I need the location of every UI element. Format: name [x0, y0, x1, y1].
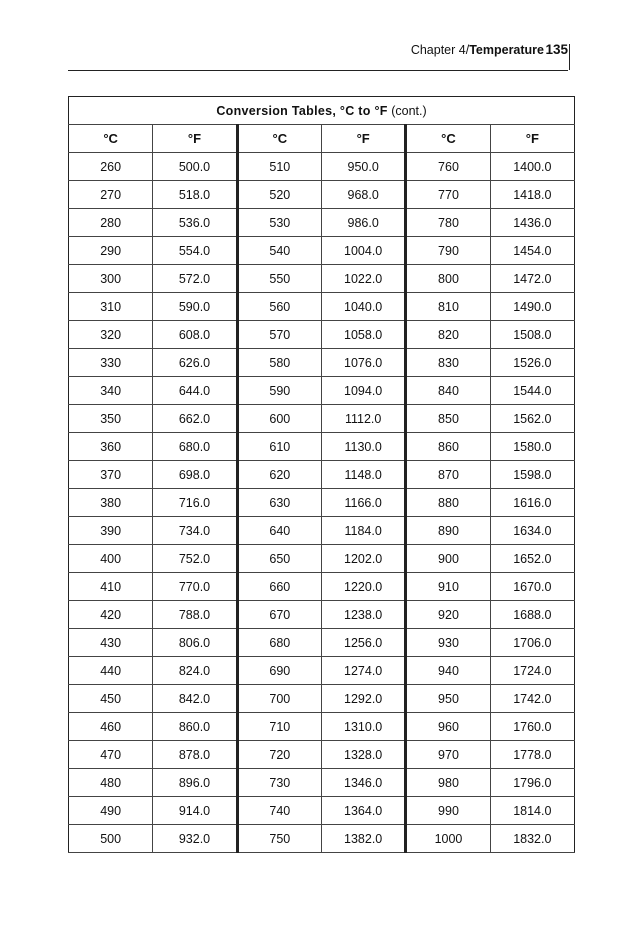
- cell-celsius-1: 360: [69, 433, 153, 461]
- cell-fahrenheit-2: 1202.0: [321, 545, 405, 573]
- cell-fahrenheit-2: 968.0: [321, 181, 405, 209]
- cell-celsius-3: 870: [406, 461, 490, 489]
- cell-celsius-3: 790: [406, 237, 490, 265]
- cell-celsius-2: 750: [237, 825, 321, 853]
- cell-celsius-3: 940: [406, 657, 490, 685]
- cell-fahrenheit-1: 770.0: [153, 573, 237, 601]
- cell-celsius-1: 320: [69, 321, 153, 349]
- cell-celsius-3: 960: [406, 713, 490, 741]
- cell-celsius-1: 260: [69, 153, 153, 181]
- table-row: [69, 321, 575, 349]
- chapter-heading: [411, 43, 544, 57]
- cell-fahrenheit-3: 1670.0: [490, 573, 574, 601]
- cell-celsius-3: 820: [406, 321, 490, 349]
- table-row: [69, 741, 575, 769]
- cell-celsius-2: 650: [237, 545, 321, 573]
- cell-fahrenheit-3: 1832.0: [490, 825, 574, 853]
- cell-fahrenheit-2: 986.0: [321, 209, 405, 237]
- cell-celsius-3: 950: [406, 685, 490, 713]
- cell-fahrenheit-2: 1274.0: [321, 657, 405, 685]
- cell-fahrenheit-2: 1022.0: [321, 265, 405, 293]
- cell-celsius-1: 490: [69, 797, 153, 825]
- cell-fahrenheit-3: 1742.0: [490, 685, 574, 713]
- table-row: [69, 545, 575, 573]
- cell-fahrenheit-1: 536.0: [153, 209, 237, 237]
- cell-celsius-3: 780: [406, 209, 490, 237]
- cell-fahrenheit-1: 914.0: [153, 797, 237, 825]
- table-row: [69, 153, 575, 181]
- cell-celsius-2: 530: [237, 209, 321, 237]
- cell-celsius-1: 500: [69, 825, 153, 853]
- cell-celsius-1: 450: [69, 685, 153, 713]
- cell-celsius-3: 830: [406, 349, 490, 377]
- table-body: [69, 153, 575, 853]
- cell-celsius-3: 880: [406, 489, 490, 517]
- cell-fahrenheit-1: 608.0: [153, 321, 237, 349]
- table-row: [69, 293, 575, 321]
- cell-fahrenheit-3: 1508.0: [490, 321, 574, 349]
- cell-fahrenheit-2: 1238.0: [321, 601, 405, 629]
- cell-celsius-3: 770: [406, 181, 490, 209]
- cell-celsius-3: 1000: [406, 825, 490, 853]
- cell-celsius-1: 280: [69, 209, 153, 237]
- cell-celsius-1: 290: [69, 237, 153, 265]
- cell-fahrenheit-1: 932.0: [153, 825, 237, 853]
- table-row: [69, 573, 575, 601]
- page-number: 135: [545, 42, 568, 57]
- cell-celsius-1: 400: [69, 545, 153, 573]
- cell-fahrenheit-1: 896.0: [153, 769, 237, 797]
- cell-celsius-1: 420: [69, 601, 153, 629]
- cell-fahrenheit-1: 590.0: [153, 293, 237, 321]
- cell-fahrenheit-1: 680.0: [153, 433, 237, 461]
- cell-celsius-2: 730: [237, 769, 321, 797]
- table-row: [69, 489, 575, 517]
- table-title: [69, 97, 575, 125]
- cell-celsius-3: 860: [406, 433, 490, 461]
- chapter-topic: Temperature: [469, 43, 544, 57]
- cell-celsius-2: 510: [237, 153, 321, 181]
- cell-fahrenheit-1: 806.0: [153, 629, 237, 657]
- cell-fahrenheit-3: 1400.0: [490, 153, 574, 181]
- cell-celsius-1: 370: [69, 461, 153, 489]
- cell-fahrenheit-3: 1598.0: [490, 461, 574, 489]
- running-head: [68, 40, 568, 71]
- cell-celsius-2: 720: [237, 741, 321, 769]
- cell-fahrenheit-3: 1436.0: [490, 209, 574, 237]
- chapter-separator: /: [465, 43, 470, 57]
- cell-celsius-1: 350: [69, 405, 153, 433]
- cell-fahrenheit-2: 1076.0: [321, 349, 405, 377]
- cell-celsius-2: 560: [237, 293, 321, 321]
- cell-fahrenheit-1: 626.0: [153, 349, 237, 377]
- cell-fahrenheit-1: 878.0: [153, 741, 237, 769]
- cell-celsius-2: 540: [237, 237, 321, 265]
- table-row: [69, 797, 575, 825]
- cell-fahrenheit-2: 1220.0: [321, 573, 405, 601]
- cell-fahrenheit-1: 500.0: [153, 153, 237, 181]
- table-row: [69, 181, 575, 209]
- cell-fahrenheit-3: 1778.0: [490, 741, 574, 769]
- cell-fahrenheit-2: 1256.0: [321, 629, 405, 657]
- cell-fahrenheit-1: 752.0: [153, 545, 237, 573]
- table-title-sub: (cont.): [391, 103, 427, 118]
- cell-celsius-1: 380: [69, 489, 153, 517]
- cell-fahrenheit-3: 1652.0: [490, 545, 574, 573]
- cell-celsius-3: 810: [406, 293, 490, 321]
- cell-fahrenheit-3: 1472.0: [490, 265, 574, 293]
- table-row: [69, 461, 575, 489]
- cell-celsius-1: 410: [69, 573, 153, 601]
- cell-fahrenheit-2: 950.0: [321, 153, 405, 181]
- cell-fahrenheit-1: 644.0: [153, 377, 237, 405]
- cell-fahrenheit-2: 1310.0: [321, 713, 405, 741]
- cell-celsius-3: 840: [406, 377, 490, 405]
- cell-fahrenheit-2: 1364.0: [321, 797, 405, 825]
- header-rule-vertical: [569, 44, 570, 70]
- cell-fahrenheit-3: 1760.0: [490, 713, 574, 741]
- cell-fahrenheit-2: 1328.0: [321, 741, 405, 769]
- cell-fahrenheit-3: 1454.0: [490, 237, 574, 265]
- cell-fahrenheit-1: 860.0: [153, 713, 237, 741]
- cell-fahrenheit-3: 1724.0: [490, 657, 574, 685]
- table-row: [69, 825, 575, 853]
- cell-celsius-1: 480: [69, 769, 153, 797]
- col-header-fahrenheit-3: °F: [490, 125, 574, 153]
- cell-fahrenheit-1: 824.0: [153, 657, 237, 685]
- cell-fahrenheit-3: 1490.0: [490, 293, 574, 321]
- cell-fahrenheit-1: 788.0: [153, 601, 237, 629]
- cell-celsius-1: 440: [69, 657, 153, 685]
- cell-fahrenheit-2: 1040.0: [321, 293, 405, 321]
- cell-fahrenheit-3: 1418.0: [490, 181, 574, 209]
- col-header-celsius-1: °C: [69, 125, 153, 153]
- col-header-fahrenheit-1: °F: [153, 125, 237, 153]
- col-header-celsius-3: °C: [406, 125, 490, 153]
- cell-celsius-2: 690: [237, 657, 321, 685]
- table-row: [69, 517, 575, 545]
- cell-fahrenheit-3: 1580.0: [490, 433, 574, 461]
- cell-celsius-1: 460: [69, 713, 153, 741]
- cell-celsius-1: 270: [69, 181, 153, 209]
- table-row: [69, 713, 575, 741]
- cell-celsius-3: 920: [406, 601, 490, 629]
- cell-celsius-2: 630: [237, 489, 321, 517]
- cell-fahrenheit-2: 1292.0: [321, 685, 405, 713]
- cell-celsius-3: 930: [406, 629, 490, 657]
- cell-celsius-3: 890: [406, 517, 490, 545]
- cell-celsius-2: 620: [237, 461, 321, 489]
- cell-celsius-3: 910: [406, 573, 490, 601]
- col-header-fahrenheit-2: °F: [321, 125, 405, 153]
- table-row: [69, 769, 575, 797]
- cell-fahrenheit-3: 1562.0: [490, 405, 574, 433]
- conversion-table: [68, 96, 575, 853]
- table-row: [69, 405, 575, 433]
- cell-fahrenheit-2: 1130.0: [321, 433, 405, 461]
- table-title-row: [69, 97, 575, 125]
- cell-celsius-1: 330: [69, 349, 153, 377]
- cell-fahrenheit-2: 1148.0: [321, 461, 405, 489]
- cell-celsius-3: 900: [406, 545, 490, 573]
- cell-celsius-1: 310: [69, 293, 153, 321]
- cell-celsius-2: 590: [237, 377, 321, 405]
- cell-fahrenheit-1: 662.0: [153, 405, 237, 433]
- cell-celsius-1: 430: [69, 629, 153, 657]
- cell-fahrenheit-2: 1382.0: [321, 825, 405, 853]
- cell-celsius-3: 990: [406, 797, 490, 825]
- cell-celsius-2: 580: [237, 349, 321, 377]
- cell-celsius-2: 700: [237, 685, 321, 713]
- cell-fahrenheit-1: 842.0: [153, 685, 237, 713]
- col-header-celsius-2: °C: [237, 125, 321, 153]
- cell-fahrenheit-2: 1346.0: [321, 769, 405, 797]
- cell-celsius-3: 970: [406, 741, 490, 769]
- cell-fahrenheit-1: 716.0: [153, 489, 237, 517]
- cell-celsius-2: 680: [237, 629, 321, 657]
- cell-celsius-2: 670: [237, 601, 321, 629]
- cell-fahrenheit-3: 1634.0: [490, 517, 574, 545]
- cell-fahrenheit-2: 1112.0: [321, 405, 405, 433]
- cell-fahrenheit-2: 1004.0: [321, 237, 405, 265]
- cell-celsius-1: 300: [69, 265, 153, 293]
- table-title-main: Conversion Tables, °C to °F: [216, 103, 388, 118]
- table-header-row: [69, 125, 575, 153]
- cell-celsius-2: 640: [237, 517, 321, 545]
- cell-celsius-2: 570: [237, 321, 321, 349]
- cell-celsius-2: 600: [237, 405, 321, 433]
- table-row: [69, 685, 575, 713]
- cell-celsius-3: 850: [406, 405, 490, 433]
- cell-fahrenheit-1: 554.0: [153, 237, 237, 265]
- cell-celsius-1: 390: [69, 517, 153, 545]
- cell-fahrenheit-3: 1706.0: [490, 629, 574, 657]
- cell-celsius-1: 340: [69, 377, 153, 405]
- cell-celsius-1: 470: [69, 741, 153, 769]
- cell-celsius-2: 550: [237, 265, 321, 293]
- cell-celsius-2: 520: [237, 181, 321, 209]
- table-row: [69, 377, 575, 405]
- cell-celsius-2: 660: [237, 573, 321, 601]
- cell-fahrenheit-1: 698.0: [153, 461, 237, 489]
- cell-fahrenheit-2: 1094.0: [321, 377, 405, 405]
- chapter-label: Chapter 4: [410, 43, 466, 57]
- cell-fahrenheit-1: 518.0: [153, 181, 237, 209]
- cell-fahrenheit-2: 1184.0: [321, 517, 405, 545]
- cell-fahrenheit-3: 1526.0: [490, 349, 574, 377]
- cell-fahrenheit-2: 1166.0: [321, 489, 405, 517]
- table-row: [69, 433, 575, 461]
- cell-fahrenheit-2: 1058.0: [321, 321, 405, 349]
- table-row: [69, 209, 575, 237]
- table-row: [69, 349, 575, 377]
- cell-celsius-3: 760: [406, 153, 490, 181]
- table-row: [69, 601, 575, 629]
- table-row: [69, 265, 575, 293]
- cell-fahrenheit-3: 1814.0: [490, 797, 574, 825]
- cell-fahrenheit-3: 1544.0: [490, 377, 574, 405]
- cell-fahrenheit-1: 572.0: [153, 265, 237, 293]
- cell-celsius-2: 610: [237, 433, 321, 461]
- cell-fahrenheit-3: 1688.0: [490, 601, 574, 629]
- cell-fahrenheit-3: 1796.0: [490, 769, 574, 797]
- cell-celsius-3: 980: [406, 769, 490, 797]
- table-row: [69, 629, 575, 657]
- cell-celsius-2: 710: [237, 713, 321, 741]
- cell-fahrenheit-3: 1616.0: [490, 489, 574, 517]
- cell-celsius-3: 800: [406, 265, 490, 293]
- table-row: [69, 237, 575, 265]
- cell-celsius-2: 740: [237, 797, 321, 825]
- cell-fahrenheit-1: 734.0: [153, 517, 237, 545]
- table-row: [69, 657, 575, 685]
